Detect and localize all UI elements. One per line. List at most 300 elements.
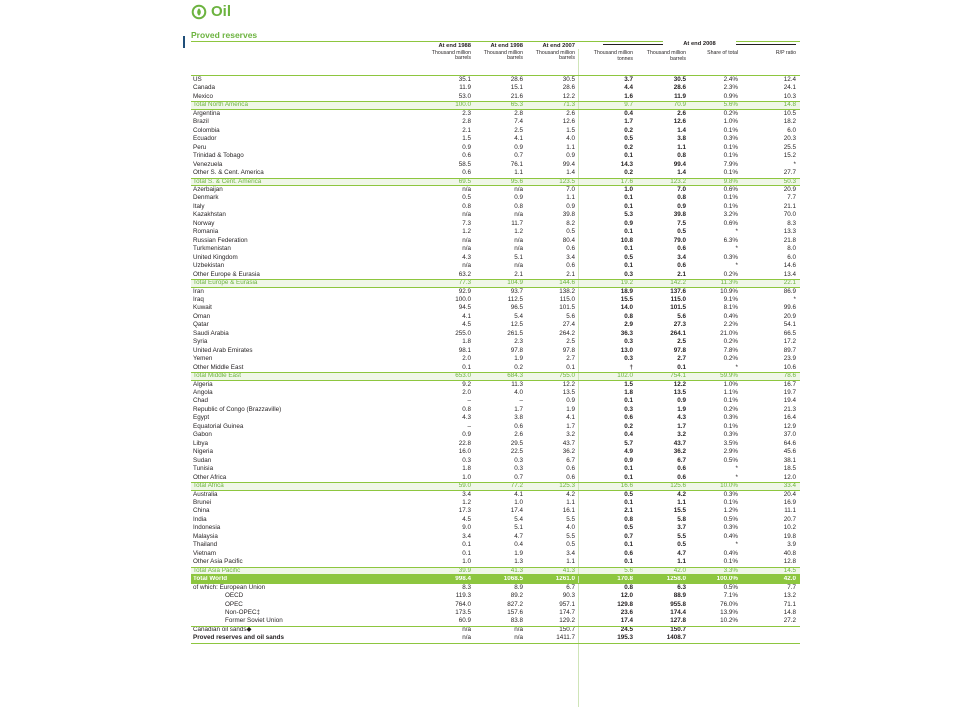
table-row	[193, 617, 797, 625]
cell-2: 0.3	[514, 456, 523, 464]
row-label: Canada	[193, 84, 216, 92]
cell-5: 1.1	[677, 499, 686, 506]
cell-6: 0.3%	[723, 253, 738, 261]
cell-7: 14.6	[783, 262, 796, 270]
table-row	[193, 431, 797, 439]
cell-1: 92.9	[458, 287, 471, 295]
cell-7: 21.1	[783, 202, 796, 210]
cell-4: 9.7	[624, 101, 633, 109]
cell-4: 0.8	[624, 312, 633, 320]
row-label: Norway	[193, 219, 215, 227]
divider-2008	[578, 49, 579, 707]
row-label: Malaysia	[193, 532, 218, 540]
table-row	[193, 245, 797, 253]
cell-5: 11.9	[674, 92, 686, 100]
cell-6: 10.2%	[720, 617, 738, 625]
total-rule-top	[191, 101, 800, 102]
cell-2: 2.6	[514, 431, 523, 439]
cell-1: 4.3	[462, 253, 471, 261]
cell-7: 38.1	[783, 456, 796, 464]
cell-1: n/a	[462, 211, 471, 219]
table-row	[193, 237, 797, 245]
cell-1: 69.5	[458, 177, 471, 185]
table-row	[193, 161, 797, 169]
cell-5: 12.6	[673, 118, 686, 126]
cell-6: 0.1%	[723, 126, 738, 134]
cell-1: 100.0	[455, 101, 471, 109]
row-label: China	[193, 507, 210, 515]
cell-6: 3.3%	[723, 566, 738, 574]
cell-4: 0.1	[624, 465, 633, 473]
cell-6: 0.3%	[723, 135, 738, 143]
cell-5: 5.5	[677, 532, 686, 540]
cell-3: 123.5	[559, 177, 575, 185]
cell-7: 8.3	[787, 219, 796, 227]
cell-7: 12.4	[783, 76, 796, 83]
cell-4: 12.0	[620, 592, 633, 600]
cell-5: 1.4	[677, 126, 686, 134]
cell-7: 16.9	[783, 499, 796, 506]
cell-1: 9.2	[462, 380, 471, 388]
cell-1: 0.3	[462, 456, 471, 464]
column-header-7	[756, 51, 796, 57]
column-header-3	[531, 44, 575, 62]
cell-2: 261.5	[507, 329, 523, 337]
column-header-1	[427, 44, 471, 62]
cell-6: *	[735, 363, 738, 371]
cell-4: 5.3	[624, 211, 633, 219]
cell-4: 0.3	[624, 270, 633, 278]
cell-3: 28.6	[562, 84, 575, 92]
cell-5: 3.7	[677, 524, 686, 532]
cell-1: 119.3	[455, 592, 471, 600]
cell-1: 0.9	[462, 143, 471, 151]
cell-4: 1.0	[624, 185, 633, 193]
cell-2: 4.1	[514, 490, 523, 498]
cell-2: 4.1	[514, 135, 523, 143]
row-label: Other Africa	[193, 473, 227, 481]
cell-6: 0.1%	[723, 397, 738, 405]
cell-3: 264.2	[559, 329, 575, 337]
cell-5: 3.2	[677, 431, 686, 439]
row-label: Vietnam	[193, 549, 216, 557]
cell-7: 20.9	[783, 312, 796, 320]
cell-6: 0.1%	[723, 152, 738, 160]
cell-4: 0.1	[624, 245, 633, 253]
cell-1: 77.3	[458, 279, 471, 287]
column-unit: Thousand million barrels	[483, 49, 523, 62]
cell-4: 0.8	[624, 515, 633, 523]
cell-2: 89.2	[510, 592, 523, 600]
cell-1: 63.2	[458, 270, 471, 278]
cell-4: 0.4	[624, 109, 633, 117]
row-label: Libya	[193, 439, 209, 447]
cell-2: n/a	[514, 634, 523, 642]
cell-2: n/a	[514, 236, 523, 244]
table-row	[193, 465, 797, 473]
cell-6: 0.5%	[723, 456, 738, 464]
total-rule-bottom	[191, 287, 800, 288]
row-label: Yemen	[193, 355, 213, 363]
cell-1: 1.0	[462, 558, 471, 566]
cell-4: 0.1	[624, 228, 633, 236]
cell-6: *	[735, 473, 738, 481]
page-title: Oil	[211, 3, 232, 20]
cell-7: 25.5	[783, 143, 796, 151]
cell-3: 6.7	[566, 456, 575, 464]
row-label: Former Soviet Union	[225, 617, 283, 625]
cell-7: 99.6	[783, 304, 796, 312]
row-label: Australia	[193, 490, 218, 498]
cell-4: 0.2	[624, 126, 633, 134]
cell-6: 0.4%	[723, 532, 738, 540]
cell-7: 3.9	[787, 541, 796, 549]
cell-7: 27.7	[783, 169, 796, 177]
cell-2: n/a	[514, 262, 523, 270]
cell-6: *	[735, 228, 738, 236]
table-row	[193, 338, 797, 346]
cell-6: 0.3%	[723, 524, 738, 532]
cell-7: 13.4	[783, 270, 796, 278]
cell-1: 3.4	[462, 490, 471, 498]
cell-1: 100.0	[455, 295, 471, 303]
cell-5: 6.3	[677, 583, 686, 591]
cell-7: 50.3	[783, 177, 796, 185]
cell-6: 0.2%	[723, 355, 738, 363]
cell-5: 1.7	[677, 422, 686, 430]
cell-3: 0.6	[566, 262, 575, 270]
row-label: Republic of Congo (Brazzaville)	[193, 405, 282, 413]
cell-1: n/a	[462, 185, 471, 193]
column-year: At end 2007	[542, 43, 575, 49]
cell-1: 1.2	[462, 499, 471, 506]
table-row	[193, 144, 797, 152]
row-label: India	[193, 515, 207, 523]
cell-6: 100.0%	[716, 575, 738, 583]
cell-6: 7.9%	[723, 160, 738, 168]
cell-4: 0.2	[624, 169, 633, 177]
column-unit: Thousand million barrels	[646, 50, 686, 62]
oil-sands-rule	[191, 626, 800, 627]
cell-2: 0.3	[514, 465, 523, 473]
cell-6: 0.1%	[723, 169, 738, 177]
table-row	[193, 152, 797, 160]
table-bottom-rule	[191, 643, 800, 644]
cell-6: 2.4%	[723, 76, 738, 83]
cell-2: 8.9	[514, 583, 523, 591]
cell-7: 11.1	[784, 507, 796, 515]
cell-5: 2.5	[677, 338, 686, 346]
row-label: Azerbaijan	[193, 185, 223, 193]
cell-1: n/a	[462, 625, 471, 633]
table-row	[193, 550, 797, 558]
cell-2: 12.5	[510, 321, 523, 329]
cell-1: 1.2	[462, 228, 471, 236]
row-label: Chad	[193, 397, 209, 405]
cell-2: 1.9	[514, 549, 523, 557]
cell-6: 11.3%	[720, 279, 738, 287]
column-header-2	[479, 44, 523, 62]
cell-3: 71.3	[562, 101, 575, 109]
cell-4: 0.5	[624, 135, 633, 143]
cell-7: 15.2	[783, 152, 796, 160]
row-label: Total North America	[193, 101, 248, 109]
cell-3: 2.5	[566, 338, 575, 346]
cell-6: 0.3%	[723, 431, 738, 439]
cell-7: 20.4	[783, 490, 796, 498]
cell-3: 12.2	[562, 380, 575, 388]
cell-6: *	[735, 245, 738, 253]
row-label: Russian Federation	[193, 236, 248, 244]
cell-7: 20.7	[783, 515, 796, 523]
cell-6: 0.5%	[723, 583, 738, 591]
cell-3: 1261.0	[555, 575, 575, 583]
table-row	[193, 169, 797, 177]
total-rule-bottom	[191, 490, 800, 491]
row-label: Brunei	[193, 499, 212, 506]
column-unit: Thousand million barrels	[535, 49, 575, 62]
row-label: Venezuela	[193, 160, 223, 168]
cell-5: 1.4	[677, 169, 686, 177]
cell-5: 2.1	[677, 270, 686, 278]
row-label: Other Asia Pacific	[193, 558, 243, 566]
cell-4: 0.1	[624, 397, 633, 405]
table-row	[193, 440, 797, 448]
table-row	[193, 541, 797, 549]
cell-3: 115.0	[559, 295, 575, 303]
cell-4: 170.8	[617, 575, 633, 583]
table-row	[193, 93, 797, 101]
cell-3: 3.2	[566, 431, 575, 439]
cell-1: 764.0	[455, 600, 471, 608]
cell-7: 33.4	[783, 482, 796, 490]
table-row	[193, 448, 797, 456]
table-row	[193, 110, 797, 118]
table-row	[193, 397, 797, 405]
cell-2: 0.4	[514, 541, 523, 549]
cell-2: 11.7	[511, 219, 523, 227]
cell-1: 2.0	[462, 389, 471, 397]
cell-6: 3.2%	[723, 211, 738, 219]
row-label: Kazakhstan	[193, 211, 226, 219]
cell-4: 5.7	[624, 439, 633, 447]
oil-heading	[191, 4, 231, 20]
cell-5: 28.6	[673, 84, 686, 92]
table-row	[193, 406, 797, 414]
cell-2: 11.3	[511, 380, 523, 388]
cell-5: 137.6	[670, 287, 686, 295]
row-label: Argentina	[193, 109, 220, 117]
cell-1: 653.0	[455, 372, 471, 380]
cell-6: 21.0%	[720, 329, 738, 337]
cell-6: 8.1%	[723, 304, 738, 312]
cell-7: 12.9	[783, 422, 796, 430]
row-label: of which: European Union	[193, 583, 266, 591]
cell-5: 123.2	[670, 177, 686, 185]
column-header-4	[589, 51, 633, 62]
cell-7: 23.9	[783, 355, 796, 363]
cell-7: 78.6	[783, 372, 796, 380]
cell-4: 0.6	[624, 414, 633, 422]
cell-2: 97.8	[510, 346, 523, 354]
cell-3: 101.5	[559, 304, 575, 312]
cell-7: 18.5	[783, 465, 796, 473]
cell-4: 1.8	[624, 389, 633, 397]
cell-5: 36.2	[673, 448, 686, 456]
row-label: Total Africa	[193, 482, 224, 490]
cell-4: 17.4	[620, 617, 633, 625]
cell-1: 1.0	[462, 473, 471, 481]
cell-6: 59.9%	[720, 372, 738, 380]
cell-3: 16.1	[562, 507, 575, 515]
cell-4: 0.3	[624, 405, 633, 413]
row-label: Canadian oil sands◆	[193, 625, 252, 633]
cell-4: 0.9	[624, 456, 633, 464]
cell-6: 13.9%	[720, 608, 738, 616]
total-rule-top	[191, 178, 800, 179]
cell-2: 112.5	[507, 295, 523, 303]
cell-7: 12.8	[783, 558, 796, 566]
cell-3: 12.2	[562, 92, 575, 100]
cell-5: 13.5	[673, 389, 686, 397]
table-row	[193, 381, 797, 389]
cell-6: *	[735, 262, 738, 270]
cell-2: 1.0	[514, 499, 523, 506]
row-label: Sudan	[193, 456, 212, 464]
cell-4: 24.5	[620, 625, 633, 633]
cell-1: 8.3	[462, 583, 471, 591]
cell-2: 83.8	[510, 617, 523, 625]
cell-7: 14.8	[783, 608, 796, 616]
cell-1: 22.8	[458, 439, 471, 447]
cell-5: 0.6	[677, 473, 686, 481]
table-row	[193, 84, 797, 92]
cell-6: 1.1%	[723, 389, 738, 397]
cell-2: 827.2	[507, 600, 523, 608]
cell-3: 27.4	[562, 321, 575, 329]
row-label: Nigeria	[193, 448, 213, 456]
cell-7: 22.1	[783, 279, 796, 287]
cell-1: 2.3	[462, 109, 471, 117]
cell-2: 1.1	[514, 169, 523, 177]
cell-1: 39.9	[458, 566, 471, 574]
table-row	[193, 499, 797, 507]
cell-3: 3.4	[566, 253, 575, 261]
cell-6: 2.2%	[723, 321, 738, 329]
row-label: Mexico	[193, 92, 213, 100]
cell-2: n/a	[514, 185, 523, 193]
cell-3: 12.6	[562, 118, 575, 126]
table-row	[193, 414, 797, 422]
cell-6: 0.1%	[723, 202, 738, 210]
row-label: Non-OPEC‡	[225, 608, 260, 616]
cell-6: 1.2%	[723, 507, 738, 515]
cell-3: 1.9	[566, 405, 575, 413]
cell-1: 9.0	[462, 524, 471, 532]
table-row	[193, 584, 797, 592]
cell-2: 65.3	[510, 101, 523, 109]
row-label: Egypt	[193, 414, 210, 422]
cell-1: 59.0	[458, 482, 471, 490]
cell-5: 4.3	[677, 414, 686, 422]
cell-2: 41.3	[510, 566, 523, 574]
row-label: Indonesia	[193, 524, 221, 532]
cell-5: 125.6	[670, 482, 686, 490]
cell-2: 5.4	[514, 312, 523, 320]
cell-1: 4.5	[462, 515, 471, 523]
row-label: Turkmenistan	[193, 245, 231, 253]
row-label: Italy	[193, 202, 205, 210]
table-row	[193, 211, 797, 219]
cell-6: 5.6%	[723, 101, 738, 109]
table-row	[193, 288, 797, 296]
table-row	[193, 118, 797, 126]
table-row	[193, 364, 797, 372]
cell-5: 142.2	[670, 279, 686, 287]
cell-5: 12.2	[673, 380, 686, 388]
bp-helios-icon	[191, 4, 207, 20]
table-row	[193, 304, 797, 312]
cell-4: 0.3	[624, 338, 633, 346]
cell-4: 14.0	[620, 304, 633, 312]
cell-4: 1.6	[624, 92, 633, 100]
cell-3: 4.0	[566, 524, 575, 532]
cell-6: *	[735, 465, 738, 473]
table-row	[193, 194, 797, 202]
cell-7: 71.1	[783, 600, 796, 608]
cell-5: 1408.7	[666, 634, 686, 642]
cell-3: 0.6	[566, 245, 575, 253]
cell-5: 0.6	[677, 245, 686, 253]
cell-4: 10.8	[620, 236, 633, 244]
cell-3: 13.5	[562, 389, 575, 397]
cell-3: 144.6	[559, 279, 575, 287]
cell-5: 27.3	[673, 321, 686, 329]
row-label: Total World	[193, 575, 228, 583]
cell-4: 3.7	[624, 76, 633, 83]
cell-1: n/a	[462, 236, 471, 244]
column-year: At end 1988	[438, 43, 471, 49]
cell-7: 10.2	[783, 524, 796, 532]
year-2008-header	[603, 41, 796, 47]
cell-2: 4.0	[514, 389, 523, 397]
cell-4: 102.0	[617, 372, 633, 380]
cell-1: –	[467, 422, 471, 430]
cell-5: 2.7	[677, 355, 686, 363]
row-label: Thailand	[193, 541, 218, 549]
cell-4: 0.5	[624, 253, 633, 261]
cell-5: 115.0	[670, 295, 686, 303]
cell-6: 9.1%	[723, 295, 738, 303]
cell-5: 174.4	[670, 608, 686, 616]
cell-1: n/a	[462, 245, 471, 253]
cell-2: 2.1	[514, 270, 523, 278]
table-row	[193, 330, 797, 338]
cell-6: 7.8%	[723, 346, 738, 354]
cell-3: 129.2	[559, 617, 575, 625]
cell-2: n/a	[514, 245, 523, 253]
cell-3: 5.5	[566, 515, 575, 523]
column-unit: Thousand million barrels	[431, 49, 471, 62]
cell-3: 1.1	[566, 499, 575, 506]
cell-6: 1.0%	[723, 380, 738, 388]
table-row	[193, 220, 797, 228]
row-label: Trinidad & Tobago	[193, 152, 244, 160]
cell-5: 15.5	[673, 507, 686, 515]
text-cursor	[183, 36, 185, 48]
row-label: Saudi Arabia	[193, 329, 229, 337]
cell-2: 22.5	[510, 448, 523, 456]
